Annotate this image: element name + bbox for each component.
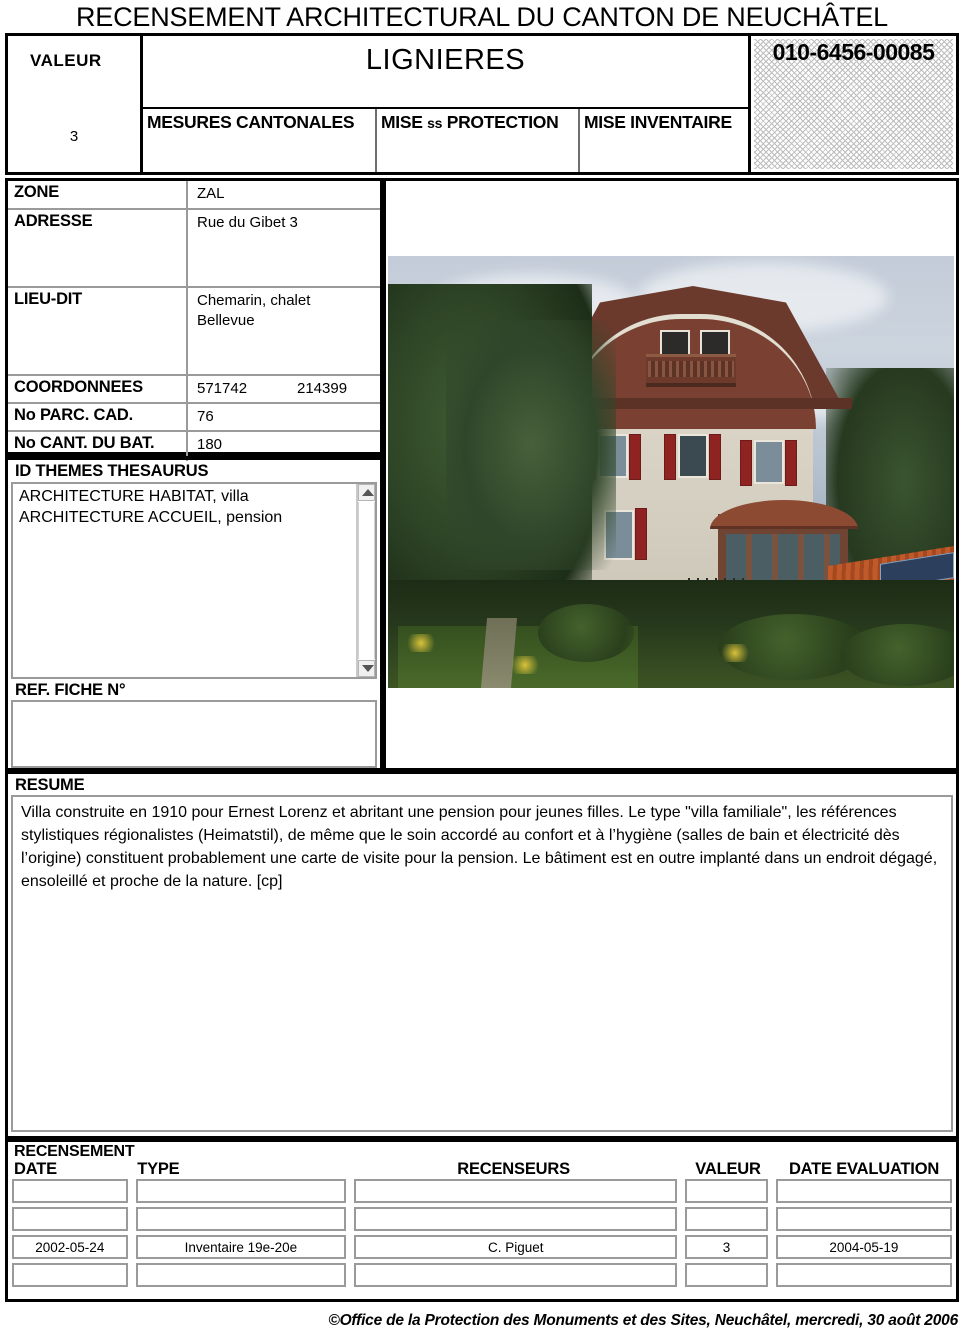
table-row (12, 1263, 952, 1287)
zone-label: ZONE (8, 181, 188, 208)
header-block (5, 33, 959, 175)
table-row (12, 1179, 952, 1203)
adresse-label: ADRESSE (8, 210, 188, 286)
photo-flowers (508, 656, 542, 674)
photo-window (754, 440, 784, 484)
mesures-cantonales-label: MESURES CANTONALES (147, 112, 355, 132)
cell-date-evaluation[interactable] (776, 1263, 952, 1287)
scroll-down-icon[interactable] (358, 660, 375, 677)
reference-number: 010-6456-00085 (772, 39, 935, 65)
info-table (5, 178, 383, 456)
column-header-valeur: VALEUR (695, 1160, 761, 1178)
photo-balcony (646, 354, 736, 387)
table-row (8, 288, 380, 376)
column-header-date: DATE (14, 1160, 57, 1178)
table-row (12, 1207, 952, 1231)
zone-value: ZAL (197, 185, 225, 202)
cell-recenseurs[interactable]: C. Piguet (354, 1235, 677, 1259)
mise-ss-protection-label: MISE ss PROTECTION (381, 112, 559, 132)
thesaurus-label: ID THEMES THESAURUS (15, 462, 209, 480)
thesaurus-items (13, 484, 375, 528)
coordonnee-x: 571742 (197, 380, 248, 397)
mesures-cantonales-cell[interactable] (143, 109, 377, 172)
list-item[interactable]: ARCHITECTURE HABITAT, villa (19, 488, 249, 505)
cell-type[interactable] (136, 1263, 347, 1287)
cell-date[interactable] (12, 1263, 128, 1287)
photo-shutter (664, 434, 676, 480)
cell-valeur[interactable]: 3 (685, 1235, 767, 1259)
lieudit-value: Chemarin, chalet Bellevue (197, 292, 311, 329)
valeur-cell (8, 36, 143, 172)
ref-fiche-field[interactable] (11, 700, 377, 768)
adresse-value: Rue du Gibet 3 (197, 214, 298, 231)
photo-frame (383, 178, 959, 771)
parc-cad-value: 76 (197, 408, 214, 425)
coordonnee-y: 214399 (297, 380, 348, 397)
cell-date-evaluation[interactable]: 2004-05-19 (776, 1235, 952, 1259)
list-item[interactable]: ARCHITECTURE ACCUEIL, pension (19, 509, 283, 526)
coordonnees-value (188, 376, 380, 402)
cell-type[interactable]: Inventaire 19e-20e (136, 1235, 347, 1259)
mise-inventaire-cell[interactable] (580, 109, 748, 172)
table-row (8, 210, 380, 288)
photo-shutter (709, 434, 721, 480)
footer-copyright: ©Office de la Protection des Monuments et des Sites, Neuchâtel, mercredi, 30 août 2006 (328, 1312, 958, 1329)
header-middle (143, 36, 751, 172)
measures-row (143, 109, 748, 172)
building-photo (388, 256, 954, 688)
parc-cad-label: No PARC. CAD. (8, 404, 188, 430)
photo-shutter (785, 440, 797, 486)
cant-bat-label: No CANT. DU BAT. (8, 432, 188, 461)
photo-window (678, 434, 708, 478)
valeur-label: VALEUR (30, 51, 102, 70)
table-row (8, 376, 380, 404)
photo-tree (446, 320, 616, 570)
cell-date-evaluation[interactable] (776, 1179, 952, 1203)
recensement-title: RECENSEMENT (14, 1143, 135, 1160)
cant-bat-value: 180 (197, 436, 223, 453)
cell-valeur[interactable] (685, 1179, 767, 1203)
cell-valeur[interactable] (685, 1207, 767, 1231)
cell-type[interactable] (136, 1179, 347, 1203)
photo-flowers (718, 644, 752, 662)
recensement-header-row (12, 1160, 952, 1179)
thesaurus-scrollbar[interactable] (356, 484, 375, 677)
scrollbar-track[interactable] (358, 502, 375, 659)
photo-path (481, 618, 517, 688)
photo-shutter (635, 508, 647, 560)
photo-shutter (740, 440, 752, 486)
thesaurus-listbox[interactable] (11, 482, 377, 679)
resume-text[interactable]: Villa construite en 1910 pour Ernest Lorenz et abritant une pension pour jeunes filles. Le type "villa familiale", les références stylistiques régionalistes (Heimatstil), de même que le soin accordé au confort et à l’hygiène (salles de bain et électricité dès l’origine) constituent probablement une carte de visite pour la pension. Le bâtiment est en outre implanté dans un endroit dégagé, ensoleillé et proche de la nature. [cp] (11, 795, 953, 1132)
photo-bush (538, 604, 634, 662)
scroll-up-icon[interactable] (358, 484, 375, 501)
cell-type[interactable] (136, 1207, 347, 1231)
coordonnees-label: COORDONNEES (8, 376, 188, 402)
column-header-recenseurs: RECENSEURS (457, 1160, 570, 1178)
commune-cell (143, 36, 748, 109)
commune-name: LIGNIERES (365, 44, 526, 76)
cell-recenseurs[interactable] (354, 1263, 677, 1287)
column-header-type: TYPE (137, 1160, 180, 1178)
reference-cell (751, 36, 956, 172)
resume-label: RESUME (15, 776, 85, 794)
photo-shutter (629, 434, 641, 480)
column-header-date-evaluation: DATE EVALUATION (788, 1160, 940, 1178)
table-row (12, 1235, 952, 1259)
recensement-block (5, 1139, 959, 1302)
ref-fiche-label: REF. FICHE N° (15, 681, 126, 699)
cell-date[interactable] (12, 1207, 128, 1231)
cell-date[interactable] (12, 1179, 128, 1203)
valeur-value: 3 (69, 128, 79, 142)
resume-block (5, 771, 959, 1139)
photo-flowers (404, 634, 438, 652)
cell-valeur[interactable] (685, 1263, 767, 1287)
cell-recenseurs[interactable] (354, 1179, 677, 1203)
mise-ss-protection-cell[interactable] (377, 109, 580, 172)
page-title: RECENSEMENT ARCHITECTURAL DU CANTON DE NEUCHÂTEL (75, 2, 888, 32)
cell-date-evaluation[interactable] (776, 1207, 952, 1231)
lieudit-label: LIEU-DIT (8, 288, 188, 374)
cell-recenseurs[interactable] (354, 1207, 677, 1231)
cell-date[interactable]: 2002-05-24 (12, 1235, 128, 1259)
mise-inventaire-label: MISE INVENTAIRE (584, 112, 732, 132)
table-row (8, 181, 380, 210)
thesaurus-block (5, 456, 383, 771)
table-row (8, 404, 380, 432)
